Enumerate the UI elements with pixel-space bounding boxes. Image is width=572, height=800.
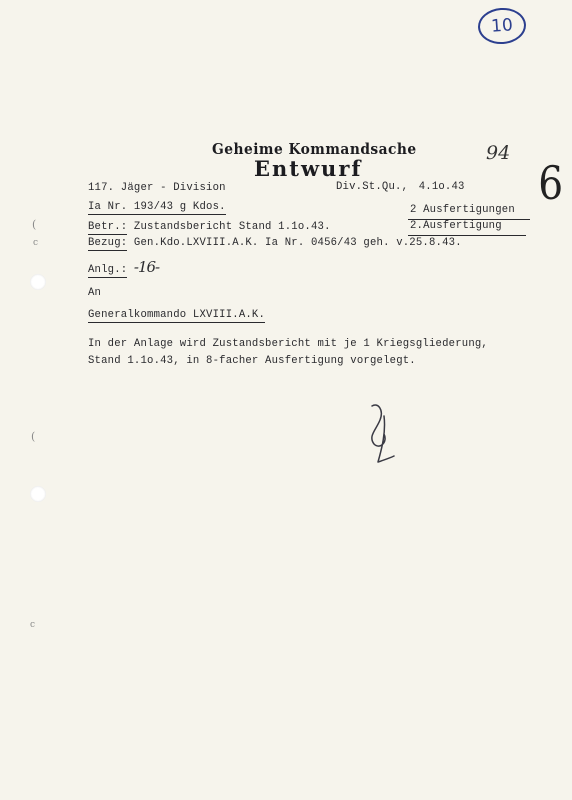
punch-hole-top: [30, 274, 46, 290]
location-line: [336, 181, 465, 193]
basis-label: Bezug:: [88, 237, 128, 249]
reference-text: Ia Nr. 193/43 g Kdos.: [88, 201, 226, 213]
attachment-count: -16-: [133, 258, 160, 276]
punch-hole-bottom: [30, 486, 46, 502]
draft-heading: Entwurf: [254, 156, 363, 181]
copy-number-underline: [408, 235, 526, 236]
margin-mark: c: [30, 620, 36, 630]
body-line: In der Anlage wird Zustandsbericht mit je 1 Kriegsgliederung,: [88, 338, 488, 350]
page-note: 94: [486, 142, 511, 164]
address-to: An: [88, 287, 102, 299]
copy-number: 2.Ausfertigung: [410, 220, 502, 232]
subject-label: Betr.:: [88, 221, 128, 233]
margin-mark: c: [33, 238, 39, 248]
recipient-line: [88, 309, 265, 321]
attachment-line: [88, 258, 159, 276]
archive-number: 10: [490, 15, 514, 37]
recipient: Generalkommando LXVIII.A.K.: [88, 309, 266, 321]
location-date: 4.1o.43: [418, 181, 465, 193]
reference-number: [88, 201, 226, 213]
basis-text: Gen.Kdo.LXVIII.A.K. Ia Nr. 0456/43 geh. v.25.8.43.: [133, 237, 462, 249]
subject-line: [88, 221, 331, 233]
margin-mark: (: [32, 218, 37, 231]
location-prefix: Div.St.Qu.,: [336, 181, 409, 193]
margin-mark: (: [31, 430, 36, 443]
sender-unit: 117. Jäger - Division: [88, 182, 226, 194]
classification-heading: Geheime Kommandsache: [212, 140, 417, 158]
archive-number-stamp: [477, 6, 527, 45]
signature-initial: [354, 396, 414, 476]
copies-total: 2 Ausfertigungen: [410, 204, 515, 216]
attachment-label: Anlg.:: [88, 264, 128, 276]
subject-text: Zustandsbericht Stand 1.1o.43.: [133, 221, 331, 233]
basis-line: [88, 237, 462, 249]
corner-number: 6: [538, 156, 564, 210]
body-line: Stand 1.1o.43, in 8-facher Ausfertigung vorgelegt.: [88, 355, 416, 367]
